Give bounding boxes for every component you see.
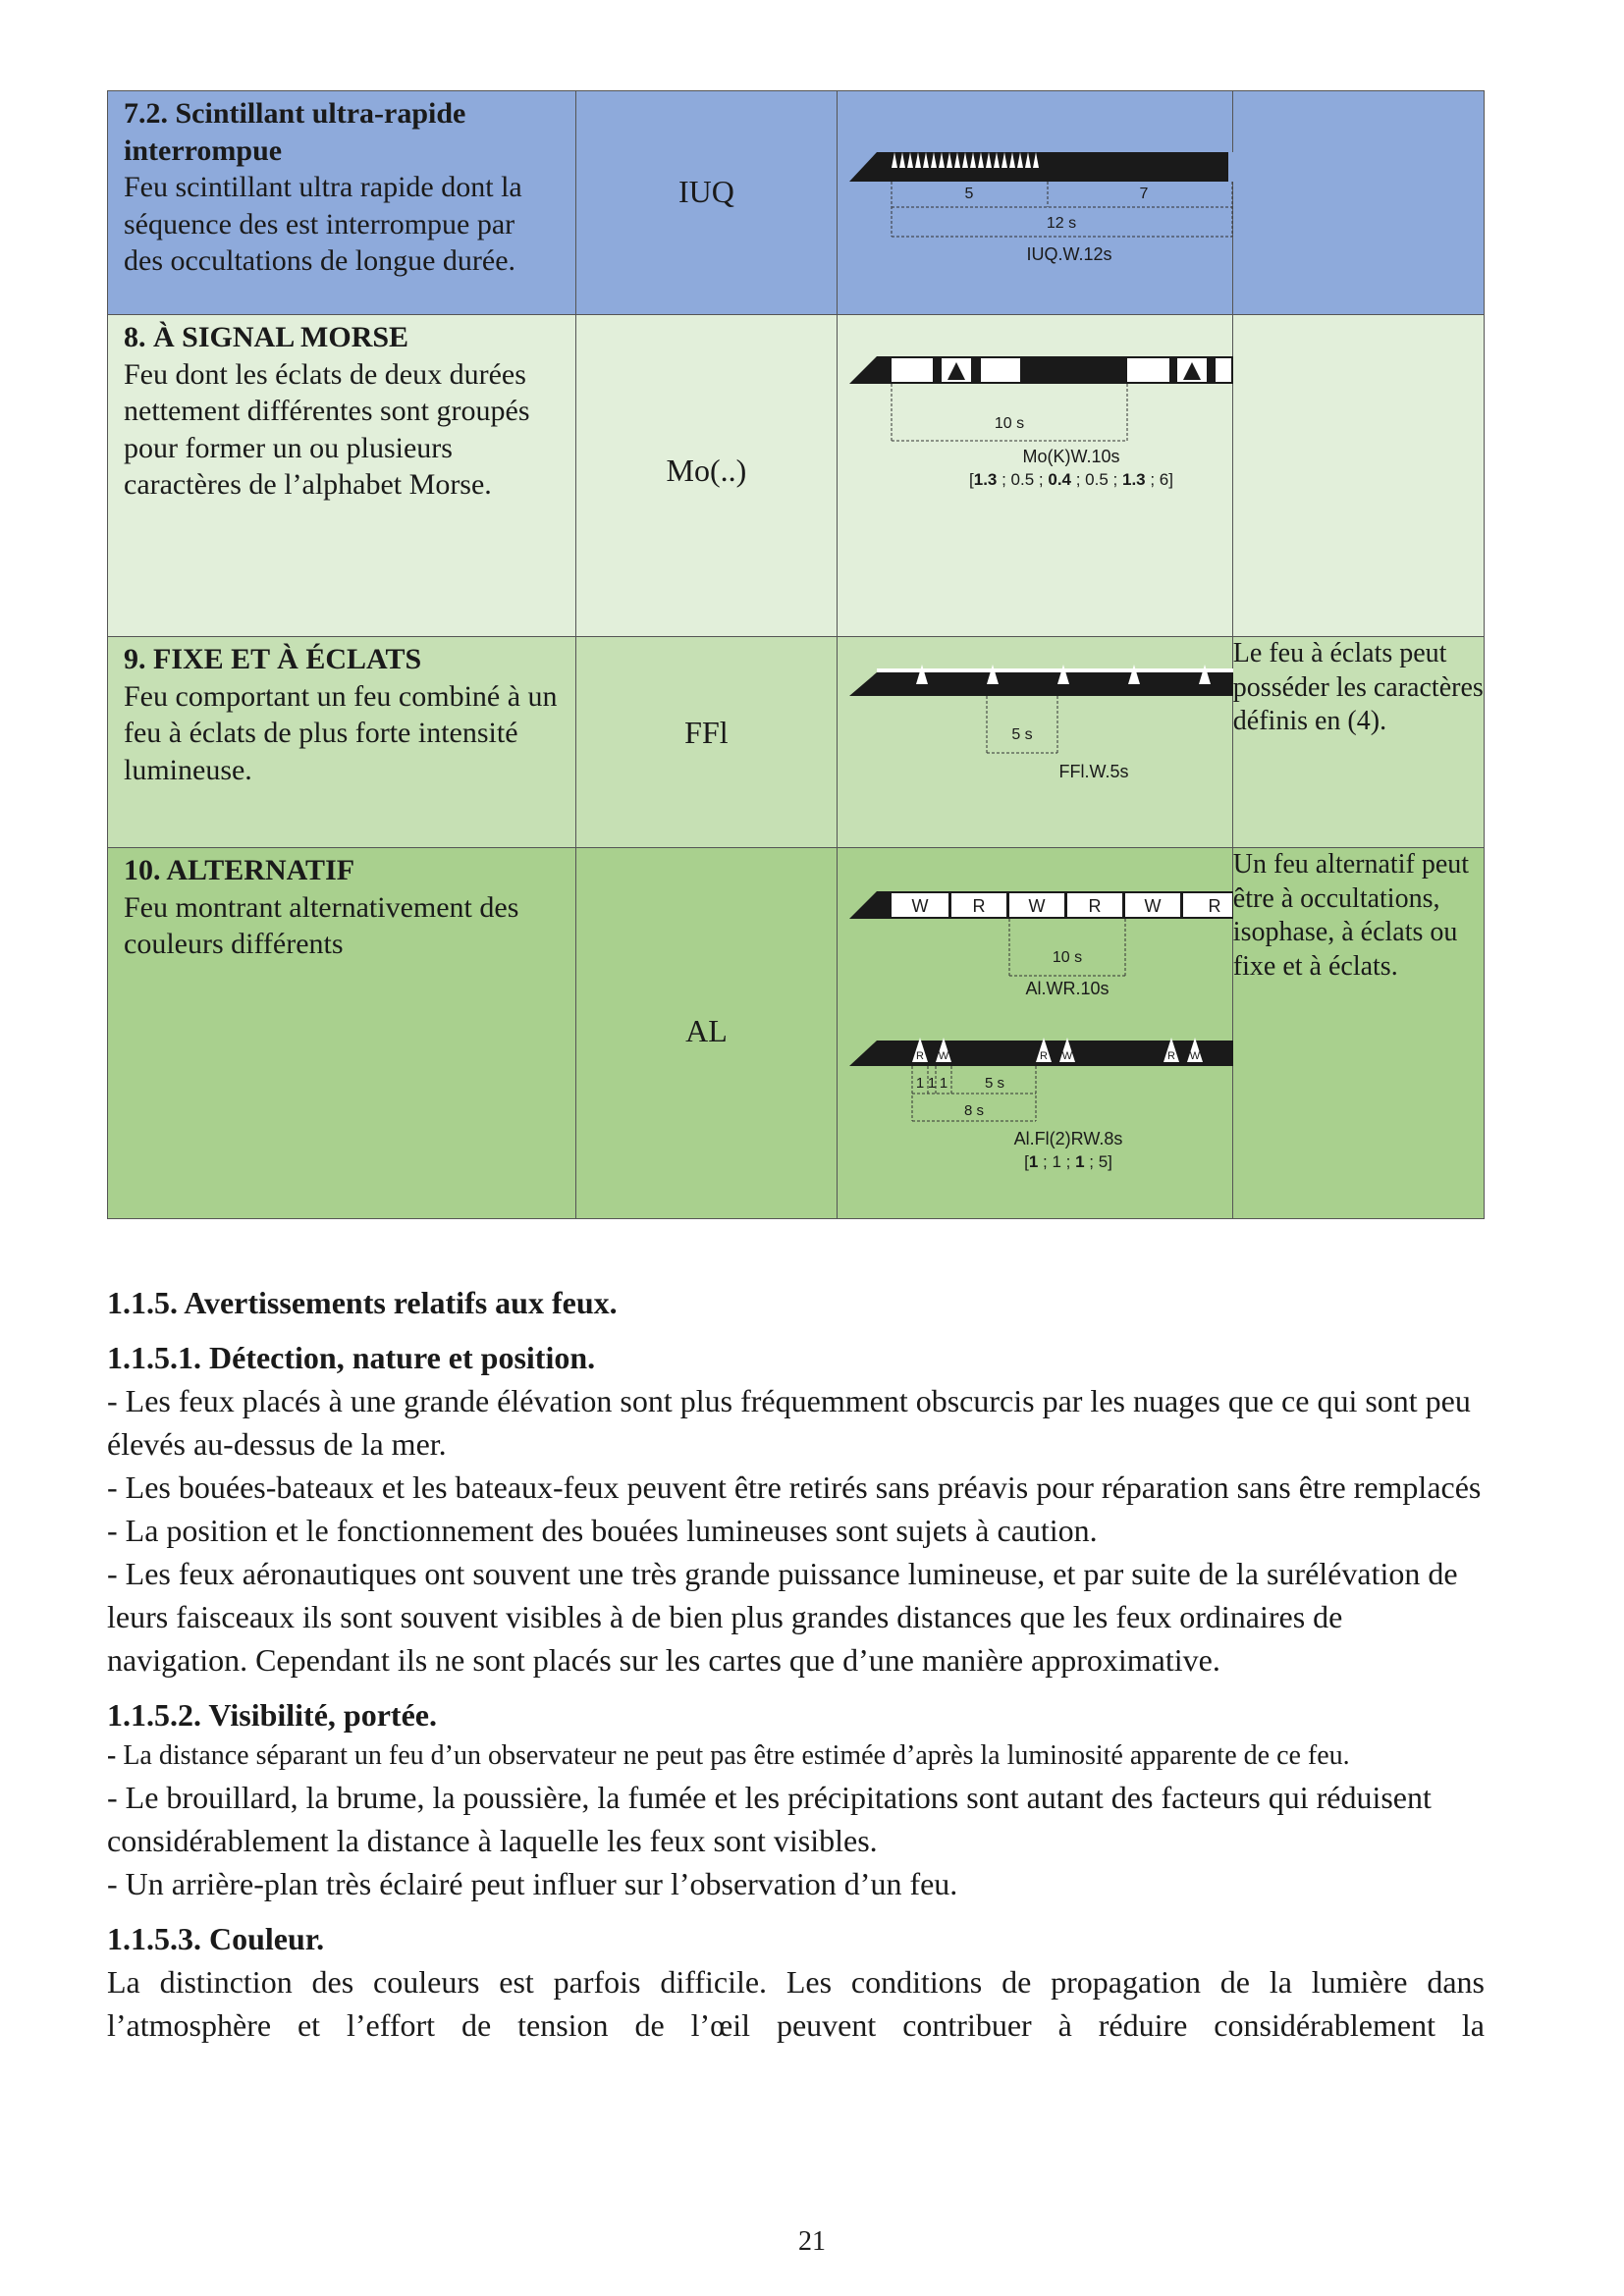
table-row bbox=[108, 315, 1485, 637]
flash-letter: W bbox=[938, 1050, 948, 1062]
color-letter: R bbox=[1208, 896, 1221, 916]
paragraph: - Un arrière-plan très éclairé peut influer sur l’observation d’un feu. bbox=[107, 1866, 958, 1901]
color-letter: W bbox=[1028, 896, 1046, 916]
description-cell bbox=[108, 637, 575, 788]
section-heading: 1.1.5.1. Détection, nature et position. bbox=[107, 1340, 596, 1375]
table-row bbox=[108, 91, 1485, 315]
paragraph: - La position et le fonctionnement des bouées lumineuses sont sujets à caution. bbox=[107, 1513, 1098, 1548]
morse-diagram bbox=[838, 315, 1233, 637]
period-label: 10 s bbox=[994, 415, 1024, 432]
note-text: Le feu à éclats peut posséder les caractères définis en (4). bbox=[1232, 638, 1484, 736]
period-label: 1 bbox=[915, 1075, 924, 1092]
row-description: Feu scintillant ultra rapide dont la séquence des est interrompue par des occultations de longue durée. bbox=[124, 171, 522, 277]
paragraph: - Le brouillard, la brume, la poussière, la fumée et les précipitations sont autant des facteurs qui réduisent considérablement la distance à laquelle les feux sont visibles. bbox=[107, 1780, 1432, 1858]
color-letter: R bbox=[1088, 896, 1102, 916]
abbreviation: IUQ bbox=[677, 174, 734, 209]
flash-letter: R bbox=[1039, 1050, 1048, 1062]
period-label: 12 s bbox=[1046, 215, 1076, 232]
row-title: 10. ALTERNATIF bbox=[124, 854, 355, 886]
diagram-caption: Al.WR.10s bbox=[1025, 979, 1110, 998]
section-heading: 1.1.5.2. Visibilité, portée. bbox=[107, 1697, 437, 1733]
period-label: 7 bbox=[1139, 186, 1148, 202]
note-text: Un feu alternatif peut être à occultations, isophase, à éclats ou fixe et à éclats. bbox=[1232, 849, 1470, 982]
paragraph: - Les bouées-bateaux et les bateaux-feux peuvent être retirés sans préavis pour réparation sans être remplacés bbox=[107, 1469, 1482, 1505]
color-letter: W bbox=[1144, 896, 1162, 916]
period-label: 1 bbox=[927, 1075, 936, 1092]
flash-letter: R bbox=[915, 1050, 924, 1062]
light-characters-table bbox=[107, 90, 1485, 1219]
paragraph: - Les feux aéronautiques ont souvent une très grande puissance lumineuse, et par suite de la surélévation de leurs faisceaux ils sont souvent visibles à de bien plus grandes distances que les feux ordinaires de navigation. Cependant ils ne sont placés sur les cartes que d’une manière approximative. bbox=[107, 1556, 1458, 1678]
flash-letter: W bbox=[1189, 1050, 1200, 1062]
rhythm-diagram bbox=[837, 637, 1232, 848]
period-label: 1 bbox=[939, 1075, 947, 1092]
period-label: 5 s bbox=[1010, 726, 1033, 743]
row-title: 9. FIXE ET À ÉCLATS bbox=[124, 643, 422, 675]
abbreviation: FFl bbox=[684, 714, 729, 750]
row-description: Feu montrant alternativement des couleurs différents bbox=[124, 890, 519, 960]
paragraph: - Les feux placés à une grande élévation sont plus fréquemment obscurcis par les nuages que ce qui sont peu élevés au-dessus de la mer. bbox=[107, 1383, 1471, 1462]
rhythm-diagram bbox=[837, 91, 1232, 315]
diagram-caption: Al.Fl(2)RW.8s bbox=[1013, 1129, 1122, 1148]
sequence-label: [1.3 ; 0.5 ; 0.4 ; 0.5 ; 1.3 ; 6] bbox=[968, 470, 1173, 489]
iuq-diagram bbox=[838, 91, 1233, 315]
period-label: 5 bbox=[964, 186, 973, 202]
table-row bbox=[108, 637, 1485, 848]
row-title: 8. À SIGNAL MORSE bbox=[124, 321, 409, 353]
period-label: 5 s bbox=[984, 1075, 1004, 1092]
page-number: 21 bbox=[798, 2226, 826, 2257]
diagram-caption: IUQ.W.12s bbox=[1026, 244, 1112, 264]
section-heading: 1.1.5.3. Couleur. bbox=[107, 1921, 325, 1956]
body-text bbox=[107, 1281, 1485, 2047]
abbreviation: AL bbox=[685, 1013, 728, 1048]
diagram-caption: Mo(K)W.10s bbox=[1022, 447, 1120, 466]
diagram-caption: FFl.W.5s bbox=[1058, 762, 1129, 781]
row-description: Feu dont les éclats de deux durées nettement différentes sont groupés pour former un ou plusieurs caractères de l’alphabet Morse. bbox=[124, 357, 530, 501]
sequence-label: [1 ; 1 ; 1 ; 5] bbox=[1023, 1152, 1112, 1171]
section-heading: 1.1.5. Avertissements relatifs aux feux. bbox=[107, 1285, 618, 1320]
description-cell bbox=[108, 848, 575, 963]
table-row bbox=[108, 848, 1485, 1219]
color-letter: W bbox=[911, 896, 929, 916]
color-letter: R bbox=[972, 896, 986, 916]
rhythm-diagram bbox=[837, 848, 1232, 1219]
paragraph: - La distance séparant un feu d’un observateur ne peut pas être estimée d’après la luminosité apparente de ce feu. bbox=[107, 1740, 1350, 1771]
rhythm-diagram bbox=[837, 315, 1232, 637]
alternating-diagram bbox=[838, 848, 1233, 1219]
row-title: 7.2. Scintillant ultra-rapide interrompue bbox=[124, 97, 466, 167]
abbreviation: Mo(..) bbox=[666, 453, 747, 488]
description-cell bbox=[108, 91, 575, 280]
flash-letter: W bbox=[1061, 1050, 1072, 1062]
flash-letter: R bbox=[1166, 1050, 1175, 1062]
paragraph: l’atmosphère et l’effort de tension de l’œil peuvent contribuer à réduire considérablement la bbox=[107, 2007, 1485, 2043]
row-description: Feu comportant un feu combiné à un feu à éclats de plus forte intensité lumineuse. bbox=[124, 679, 558, 786]
ffl-diagram bbox=[838, 637, 1233, 848]
description-cell bbox=[108, 315, 575, 504]
period-label: 8 s bbox=[963, 1102, 984, 1119]
paragraph: La distinction des couleurs est parfois difficile. Les conditions de propagation de la lumière dans bbox=[107, 1964, 1485, 2000]
period-label: 10 s bbox=[1052, 949, 1082, 966]
